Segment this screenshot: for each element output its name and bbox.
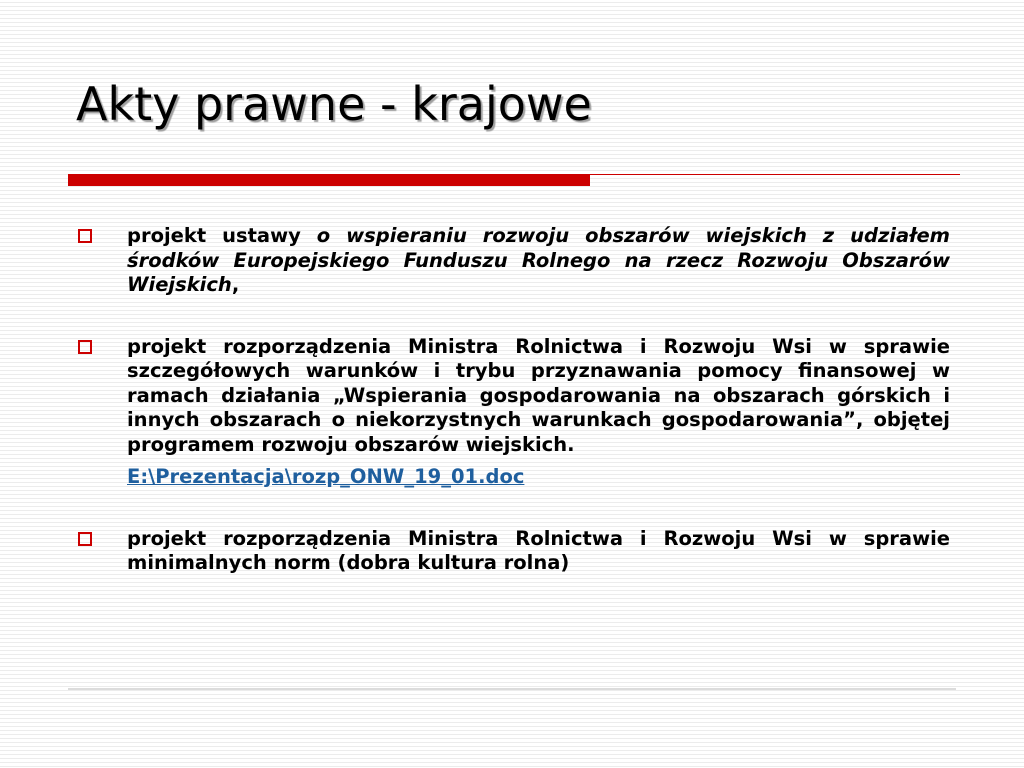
hollow-square-bullet-icon <box>78 340 92 354</box>
bullet-list <box>76 224 950 576</box>
bullet-tail-text: , <box>231 273 240 296</box>
bullet-text <box>127 224 950 298</box>
bullet-item-draft-act <box>76 224 950 298</box>
bullet-text: projekt rozporządzenia Ministra Rolnictwa i Rozwoju Wsi w sprawie szczegółowych warunków i trybu przyznawania pomocy finansowej w ramach działania „Wspierania gospodarowania na obszarach górskich i innych obszarach o niekorzystnych warunkach gospodarowania”, objętej programem rozwoju obszarów wiejskich. <box>127 334 950 456</box>
bullet-lead-text: projekt ustawy <box>127 224 317 247</box>
document-link[interactable]: E:\Prezentacja\rozp_ONW_19_01.doc <box>127 465 525 488</box>
bullet-text: projekt rozporządzenia Ministra Rolnictwa i Rozwoju Wsi w sprawie minimalnych norm (dobra kultura rolna) <box>127 526 950 574</box>
hollow-square-bullet-icon <box>78 229 92 243</box>
hollow-square-bullet-icon <box>78 532 92 546</box>
bullet-item-regulation-norms <box>76 527 950 576</box>
slide-title: Akty prawne - krajowe <box>76 77 592 131</box>
title-divider-bar <box>68 175 590 186</box>
footer-divider-line <box>68 688 956 690</box>
bullet-item-regulation-onw <box>76 335 950 490</box>
act-title-text: o wspieraniu rozwoju obszarów wiejskich z udziałem środków Europejskiego Funduszu Rolnego na rzecz Rozwoju Obszarów Wiejskich <box>127 224 950 296</box>
